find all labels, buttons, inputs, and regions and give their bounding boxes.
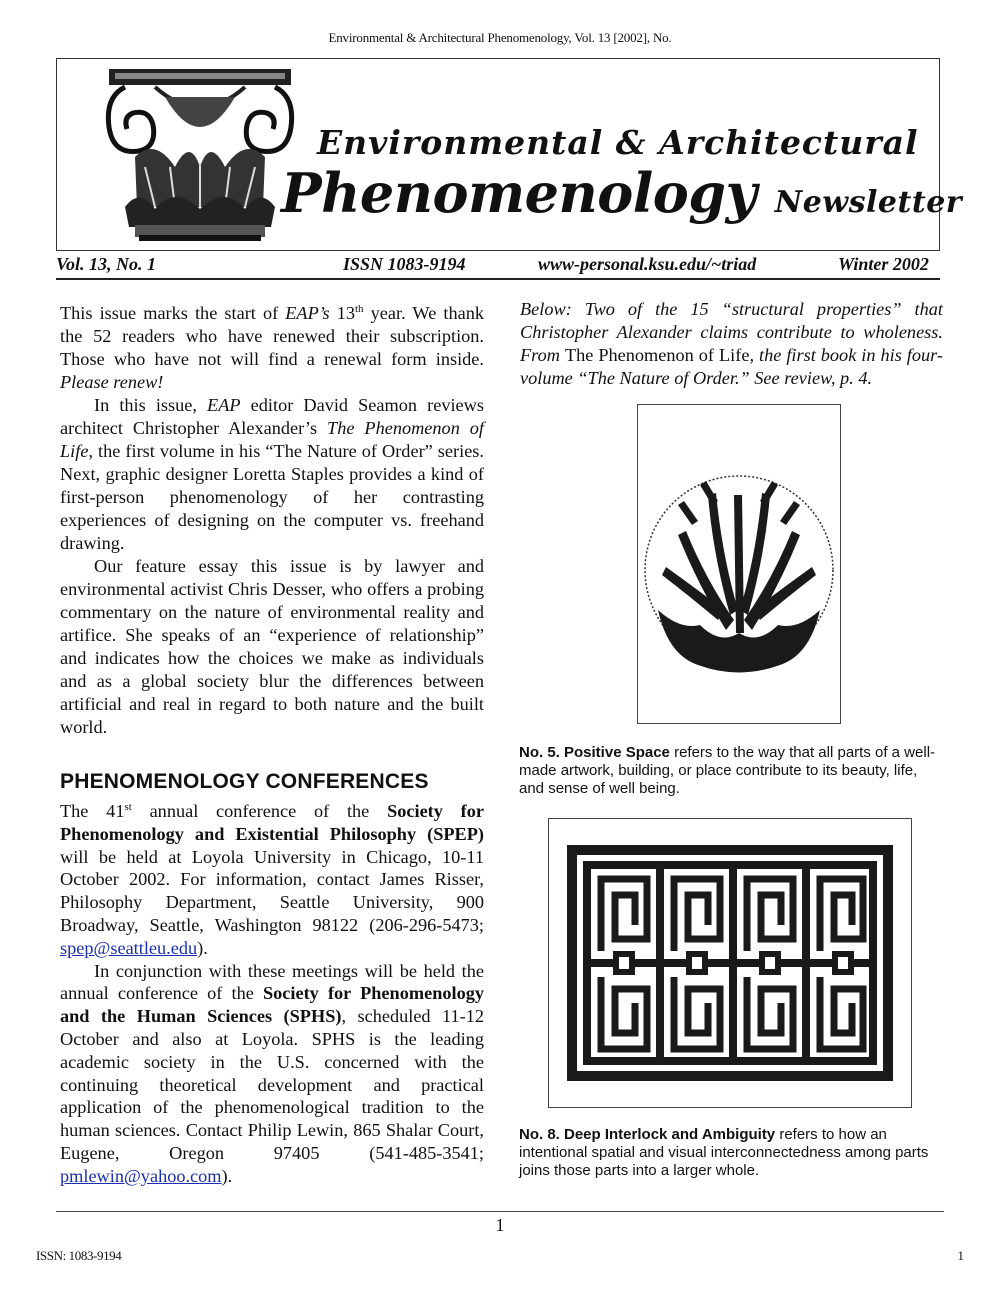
deep-interlock-illustration [549, 819, 911, 1107]
masthead-title-line1: Environmental & Architectural [317, 123, 919, 162]
masthead-newsletter: Newsletter [774, 185, 963, 220]
issue-issn: ISSN 1083-9194 [343, 254, 466, 274]
positive-space-caption: No. 5. Positive Space refers to the way that all parts of a well-made artwork, building, or place contribute to its beauty, life, and sense of well being. [519, 744, 936, 797]
positive-space-figure [637, 404, 841, 724]
issue-season: Winter 2002 [838, 254, 929, 274]
issue-url[interactable]: www-personal.ksu.edu/~triad [538, 254, 757, 274]
issue-volume: Vol. 13, No. 1 [56, 254, 157, 274]
issue-bar [56, 252, 940, 280]
footer-rule [56, 1211, 944, 1212]
masthead-phenomenology: Phenomenology [281, 161, 757, 225]
intro-column [60, 298, 484, 739]
corinthian-capital-logo [95, 67, 305, 245]
deep-interlock-figure [548, 818, 912, 1108]
positive-space-illustration [638, 405, 840, 723]
footer-page-number: 1 [957, 1248, 964, 1263]
masthead-title-line2 [281, 161, 962, 225]
figures-intro: Below: Two of the 15 “structural properties” that Christopher Alexander claims contribute to wholeness. From The Phenomenon of Life, the first book in his four-volume “The Nature of Order.” See review, p. 4. [520, 299, 943, 388]
intro-paragraph-1: This issue marks the start of EAP’s 13th year. We thank the 52 readers who have renewed their subscription. Those who have not will find a renewal form inside. Please renew! [60, 303, 485, 393]
running-head: Environmental & Architectural Phenomenology, Vol. 13 [2002], No. [328, 30, 672, 45]
conferences-paragraph-2: In conjunction with these meetings will be held the annual conference of the Society for Phenomenology and the Human Sciences (SPHS), scheduled 11-12 October and also at Loyola. SPHS is the leading academic society in the U.S. concerned with the continuing theoretical development and practical application of the phenomenological tradition to the human sciences. Contact Philip Lewin, 865 Shalar Court, Eugene, Oregon 97405 (541-485-3541; pmlewin@yahoo.com). [60, 960, 485, 1186]
deep-interlock-caption: No. 8. Deep Interlock and Ambiguity refers to how an intentional spatial and visual interconnectedness among parts joins those parts into a larger whole. [519, 1126, 929, 1179]
spep-email-link[interactable]: spep@seattleu.edu [60, 937, 198, 958]
intro-paragraph-2: In this issue, EAP editor David Seamon reviews architect Christopher Alexander’s The Phenomenon of Life, the first volume in his “The Nature of Order” series. Next, graphic designer Loretta Staples provides a kind of first-person phenomenology of her contrasting experiences of designing on the computer vs. freehand drawing. [60, 395, 484, 554]
pmlewin-email-link[interactable]: pmlewin@yahoo.com [60, 1165, 222, 1186]
conferences-heading: PHENOMENOLOGY CONFERENCES [60, 770, 429, 793]
conferences-column [60, 796, 484, 1188]
footer-issn: ISSN: 1083-9194 [36, 1248, 122, 1263]
conferences-paragraph-1: The 41st annual conference of the Society for Phenomenology and Existential Philosophy (SPEP) will be held at Loyola University in Chicago, 10-11 October 2002. For information, contact James Risser, Philosophy Department, Seattle University, 900 Broadway, Seattle, Washington 98122 (206-296-5473; spep@seattleu.edu). [60, 801, 485, 958]
intro-paragraph-3: Our feature essay this issue is by lawyer and environmental activist Chris Desser, who offers a probing commentary on the nature of environmental reality and artifice. She speaks of an “experience of relationship” and indicates how the choices we make as individuals and as a global society blur the differences between artificial and real in regard to both nature and the built world. [60, 556, 484, 738]
page-number: 1 [495, 1215, 505, 1235]
masthead [56, 58, 963, 251]
